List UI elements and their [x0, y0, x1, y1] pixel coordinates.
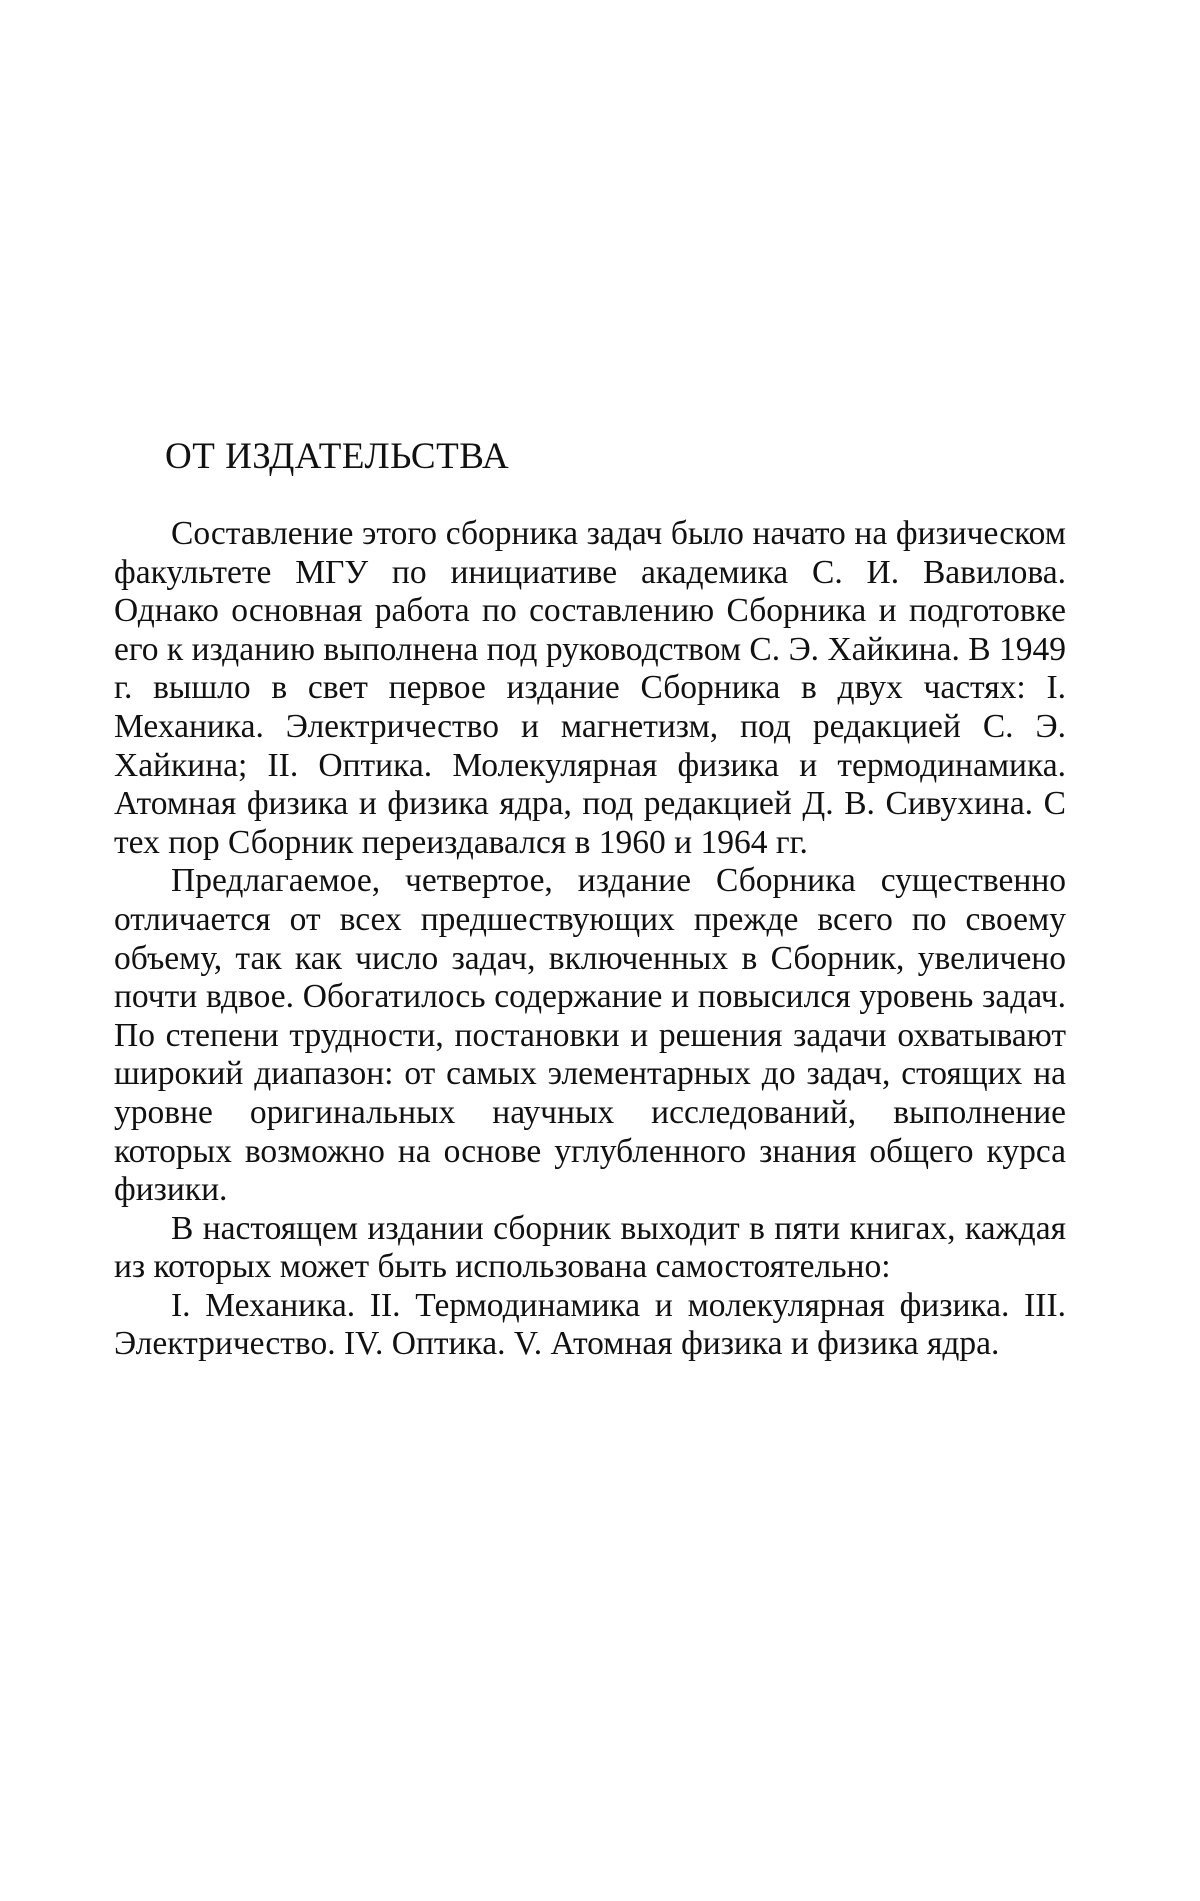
paragraph-fourth-edition: Предлагаемое, четвертое, издание Сборника существенно отличается от всех предшествующих прежде всего по своему объему, так как число задач, включенных в Сборник, увеличено почти вдвое. Обогатилось содержание и повысился уровень задач. По степени трудности, постановки и решения задачи охватывают широкий диапазон: от самых элементарных до задач, стоящих на уровне оригинальных научных исследований, выполнение которых возможно на основе углубленного знания общего курса физики.: [114, 862, 1066, 1209]
body-text: [114, 515, 1066, 1364]
page-title: ОТ ИЗДАТЕЛЬСТВА: [165, 436, 510, 477]
paragraph-book-list: I. Механика. II. Термодинамика и молекулярная физика. III. Электричество. IV. Оптика. V. Атомная физика и физика ядра.: [114, 1286, 1066, 1363]
paragraph-history: Составление этого сборника задач было начато на физическом факультете МГУ по инициативе академика С. И. Вавилова. Однако основная работа по составлению Сборника и подготовке его к изданию выполнена под руководством С. Э. Хайкина. В 1949 г. вышло в свет первое издание Сборника в двух частях: I. Механика. Электричество и магнетизм, под редакцией С. Э. Хайкина; II. Оптика. Молекулярная физика и термодинамика. Атомная физика и физика ядра, под редакцией Д. В. Сивухина. С тех пор Сборник переиздавался в 1960 и 1964 гг.: [114, 515, 1066, 861]
paragraph-five-books: В настоящем издании сборник выходит в пяти книгах, каждая из которых может быть использована самостоятельно:: [114, 1209, 1066, 1286]
